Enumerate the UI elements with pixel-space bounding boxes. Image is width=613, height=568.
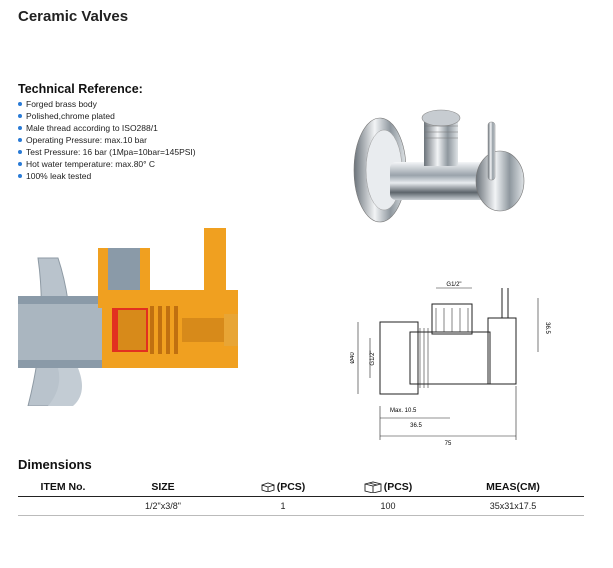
box-icon <box>261 482 275 492</box>
header-carton-pcs <box>338 481 438 493</box>
header-carton-pcs-label: (PCS) <box>383 481 413 493</box>
dimensions-table <box>18 478 584 516</box>
cell-carton-pcs: 100 <box>380 501 396 511</box>
header-inner-pcs-label: (PCS) <box>276 481 306 493</box>
header-inner-pcs <box>233 481 333 493</box>
dim-thread: G1/2" <box>446 282 462 288</box>
dimensions-heading: Dimensions <box>18 457 92 472</box>
spec-item: Test Pressure: 16 bar (1Mpa=10bar=145PSI) <box>18 146 196 158</box>
spec-item: Male thread according to ISO288/1 <box>18 122 196 134</box>
cell-meas: 35x31x17.5 <box>489 501 537 511</box>
technical-heading: Technical Reference: <box>18 82 143 96</box>
spec-item: Hot water temperature: max.80° C <box>18 158 196 170</box>
dim-height: 36.5 <box>544 322 550 334</box>
cell-size: 1/2"x3/8" <box>145 501 181 511</box>
spec-item: Forged brass body <box>18 98 196 110</box>
cell-inner-pcs: 1 <box>280 501 286 511</box>
valve-photo <box>340 92 540 247</box>
spec-list <box>18 98 196 182</box>
table-row <box>18 497 584 516</box>
technical-drawing <box>350 278 560 448</box>
table-header-row <box>18 478 584 497</box>
dim-width-1: 36.5 <box>410 423 422 429</box>
dim-diameter: Ø40 <box>350 352 356 364</box>
spec-item: Polished,chrome plated <box>18 110 196 122</box>
dim-max: Max. 10.5 <box>390 408 417 414</box>
spec-item: Operating Pressure: max.10 bar <box>18 134 196 146</box>
dim-width-2: 75 <box>444 441 452 447</box>
spec-item: 100% leak tested <box>18 170 196 182</box>
dim-inlet: G1/2" <box>370 350 376 366</box>
header-meas: MEAS(CM) <box>486 481 540 493</box>
carton-icon <box>364 481 382 493</box>
header-item-no: ITEM No. <box>40 481 86 493</box>
header-size: SIZE <box>151 481 175 493</box>
cutaway-illustration <box>18 228 248 406</box>
page-title: Ceramic Valves <box>18 8 129 25</box>
